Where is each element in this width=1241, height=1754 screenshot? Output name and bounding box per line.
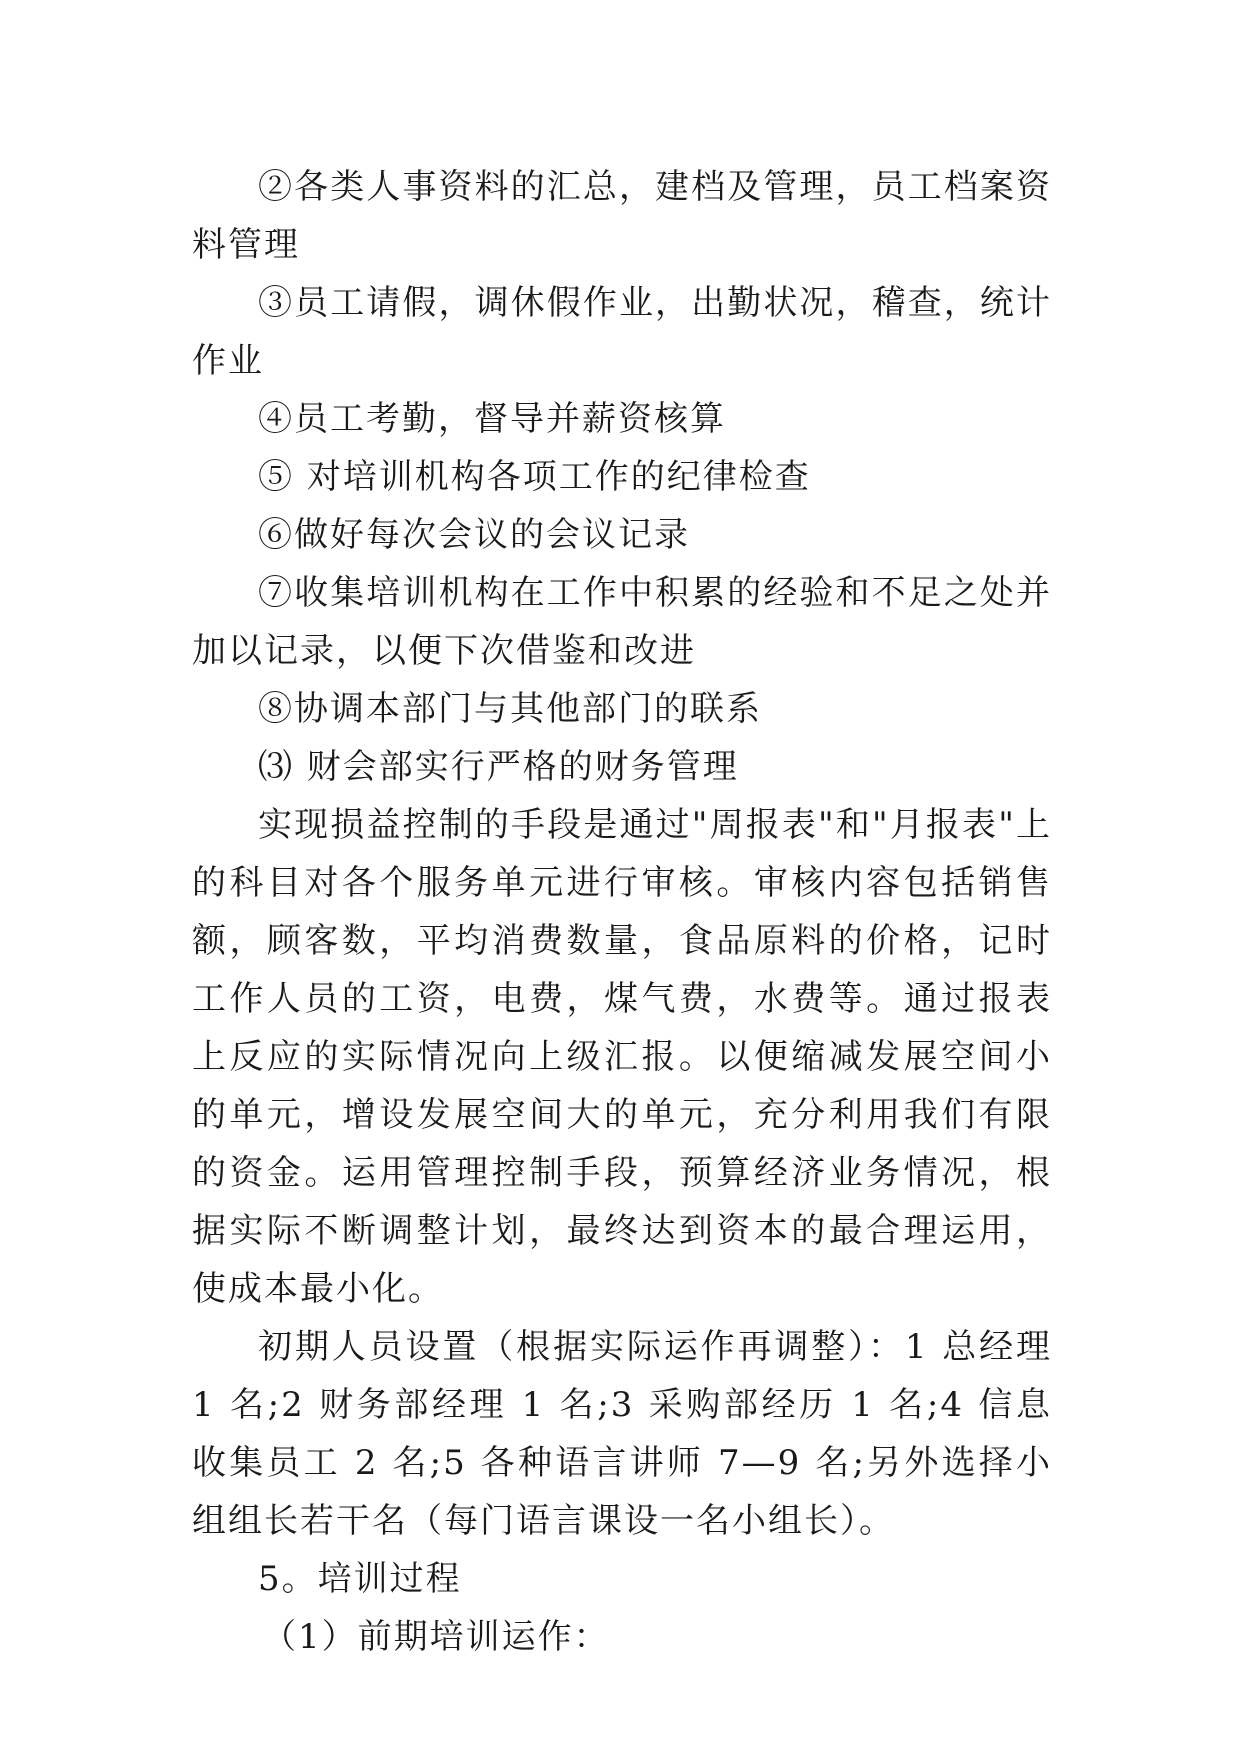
paragraph-department-coordination: ⑧协调本部门与其他部门的联系	[258, 689, 762, 729]
section-heading-training-process: 5。培训过程	[258, 1559, 462, 1599]
paragraph-attendance-payroll: ④员工考勤，督导并薪资核算	[258, 399, 726, 439]
subsection-heading-early-training: （1）前期培训运作：	[262, 1617, 610, 1657]
paragraph-finance-heading: ⑶ 财会部实行严格的财务管理	[258, 747, 739, 787]
paragraph-initial-staffing: 初期人员设置（根据实际运作再调整）：1 总经理 1 名;2 财务部经理 1 名;3 采购部经历 1 名;4 信息收集员工 2 名;5 各种语言讲师 7—9 名;另外选择小组组长若干名（每门语言课设一名小组长）。	[192, 1327, 1052, 1541]
paragraph-discipline-check: ⑤ 对培训机构各项工作的纪律检查	[258, 457, 811, 497]
paragraph-personnel-records: ②各类人事资料的汇总，建档及管理，员工档案资料管理	[192, 167, 1052, 265]
paragraph-profit-control: 实现损益控制的手段是通过"周报表"和"月报表"上的科目对各个服务单元进行审核。审核内容包括销售额，顾客数，平均消费数量，食品原料的价格，记时工作人员的工资，电费，煤气费，水费等。通过报表上反应的实际情况向上级汇报。以便缩减发展空间小的单元，增设发展空间大的单元，充分利用我们有限的资金。运用管理控制手段，预算经济业务情况，根据实际不断调整计划，最终达到资本的最合理运用，使成本最小化。	[192, 805, 1052, 1309]
paragraph-leave-attendance: ③员工请假，调休假作业，出勤状况，稽查，统计作业	[192, 283, 1052, 381]
document-body	[192, 158, 1052, 1666]
paragraph-experience-records: ⑦收集培训机构在工作中积累的经验和不足之处并加以记录，以便下次借鉴和改进	[192, 573, 1052, 671]
paragraph-meeting-minutes: ⑥做好每次会议的会议记录	[258, 515, 690, 555]
